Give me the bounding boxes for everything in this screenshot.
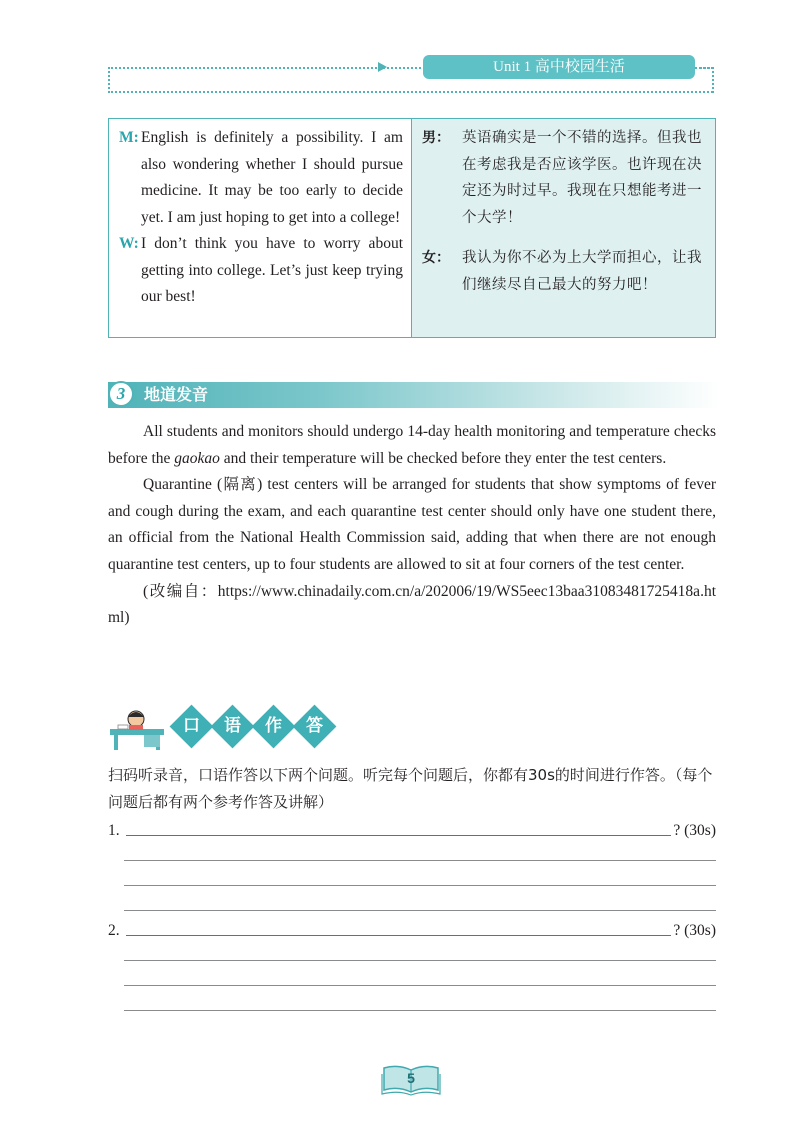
reading-passage — [108, 419, 716, 632]
question-suffix: ? (30s) — [673, 822, 716, 839]
passage-source: (改编自：https://www.chinadaily.com.cn/a/202006/19/WS5eec13baa31083481725418a.html) — [108, 582, 716, 627]
dialogue-turn-woman-cn — [422, 245, 705, 298]
dialogue-text: English is definitely a possibility. I am also wondering whether I should pursue medicine. It may be too early to decide yet. I am just hoping to get into a college! — [141, 129, 403, 226]
dialogue-turn-man-cn — [422, 125, 705, 231]
answer-blank[interactable] — [126, 834, 672, 836]
answer-line[interactable] — [124, 910, 716, 911]
section-number: 3 — [108, 381, 134, 407]
speaker-label: 男： — [422, 130, 450, 146]
question-number: 1. — [108, 822, 120, 839]
student-desk-icon — [108, 707, 166, 751]
speaker-label: M: — [119, 129, 139, 146]
speaker-label: 女： — [422, 250, 450, 266]
header-arrow-icon — [378, 62, 387, 72]
dialogue-turn-w — [119, 231, 403, 311]
unit-title-tab: Unit 1 高中校园生活 — [423, 55, 695, 79]
passage-paragraph: Quarantine (隔离) test centers will be arranged for students that show symptoms of fever and cough during the exam, and each quarantine test center should only have one student there, an official from the National Health Commission said, adding that when there are not enough quarantine test centers, up to four students are allowed to sit at four corners of the test center. — [108, 476, 716, 573]
dialogue-english-column — [109, 119, 412, 337]
dialogue-text: I don’t think you have to worry about getting into college. Let’s just keep trying our best! — [141, 235, 403, 305]
speaking-title-badges — [172, 711, 334, 742]
answer-line[interactable] — [124, 960, 716, 961]
speaking-instruction: 扫码听录音，口语作答以下两个问题。听完每个问题后，你都有30s的时间进行作答。（每个问题后都有两个参考作答及讲解） — [108, 766, 713, 811]
title-badge: 答 — [293, 705, 337, 749]
section-title: 地道发音 — [144, 385, 209, 404]
page-number: 5 — [407, 1070, 415, 1086]
title-badge: 作 — [252, 705, 296, 749]
header-dotted-corner — [700, 67, 714, 93]
answer-line[interactable] — [124, 860, 716, 861]
question-2 — [108, 918, 716, 940]
dialogue-chinese-column — [412, 119, 715, 337]
speaker-label: W: — [119, 235, 139, 252]
answer-line[interactable] — [124, 1010, 716, 1011]
question-suffix: ? (30s) — [673, 922, 716, 939]
dialogue-text: 英语确实是一个不错的选择。但我也在考虑我是否应该学医。也许现在决定还为时过早。我现在只想能考进一个大学！ — [462, 130, 702, 226]
section-header — [108, 382, 720, 408]
question-1 — [108, 818, 716, 840]
answer-line[interactable] — [124, 885, 716, 886]
dialogue-table — [108, 118, 716, 338]
dialogue-text: 我认为你不必为上大学而担心，让我们继续尽自己最大的努力吧！ — [462, 250, 702, 293]
answer-line[interactable] — [124, 985, 716, 986]
title-badge: 口 — [170, 705, 214, 749]
title-badge: 语 — [211, 705, 255, 749]
question-number: 2. — [108, 922, 120, 939]
answer-blank[interactable] — [126, 934, 672, 936]
page-number-book — [380, 1064, 442, 1096]
dialogue-turn-m — [119, 125, 403, 231]
passage-paragraph: All students and monitors should undergo 14-day health monitoring and temperature checks before the gaokao and their temperature will be checked before they enter the test centers. — [108, 423, 716, 467]
